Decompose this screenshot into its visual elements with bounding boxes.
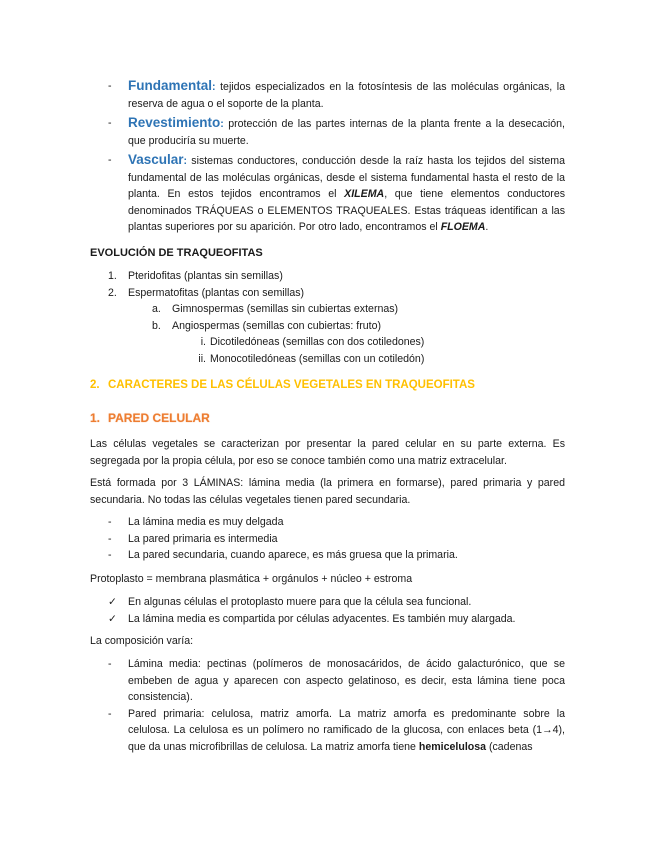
- list-item: [90, 514, 565, 531]
- list-item: [90, 351, 565, 368]
- check-icon: ✓: [108, 612, 117, 625]
- dash-bullet: -: [108, 707, 112, 720]
- subsection-title: PARED CELULAR: [108, 411, 210, 425]
- item-number: 2.: [108, 286, 117, 299]
- layers-list: [90, 514, 565, 564]
- term-vascular: Vascular: [128, 152, 184, 167]
- composition-list: [90, 656, 565, 755]
- item-text: Monocotiledóneas (semillas con un cotiledón): [210, 352, 425, 365]
- list-item: [90, 547, 565, 564]
- item-text: La pared primaria es intermedia: [128, 532, 278, 545]
- item-number: b.: [152, 319, 161, 332]
- subsection-heading: [90, 410, 565, 427]
- term-fundamental: Fundamental: [128, 78, 213, 93]
- term-revestimiento: Revestimiento: [128, 115, 221, 130]
- dash-bullet: -: [108, 117, 112, 129]
- item-text: Espermatofitas (plantas con semillas): [128, 286, 305, 299]
- list-item: [90, 706, 565, 756]
- dash-bullet: -: [108, 80, 112, 92]
- list-item: [90, 301, 565, 318]
- item-text: La pared secundaria, cuando aparece, es más gruesa que la primaria.: [128, 549, 458, 561]
- item-number: i.: [200, 336, 206, 348]
- subsection-number: 1.: [90, 411, 101, 425]
- paragraph: Está formada por 3 LÁMINAS: lámina media (la primera en formarse), pared primaria y pared secundaria. No todas las células vegetales tienen pared secundaria.: [90, 477, 565, 506]
- list-item: [90, 285, 565, 302]
- dash-bullet: -: [108, 549, 112, 561]
- check-icon: ✓: [108, 596, 117, 608]
- list-item: [90, 268, 565, 285]
- evolution-list: [90, 268, 565, 367]
- term-colon: :: [183, 155, 188, 167]
- list-item: [90, 115, 565, 149]
- item-text: Angiospermas (semillas con cubiertas: fruto): [172, 319, 382, 332]
- check-list: [90, 594, 565, 627]
- dash-bullet: -: [108, 516, 112, 528]
- section-title: CARACTERES DE LAS CÉLULAS VEGETALES EN TRAQUEOFITAS: [108, 379, 475, 391]
- item-text: Pteridofitas (plantas sin semillas): [128, 270, 283, 282]
- list-item: [90, 78, 565, 112]
- list-item: [90, 152, 565, 236]
- item-text: La lámina media es muy delgada: [128, 516, 284, 528]
- item-text: Pared primaria: celulosa, matriz amorfa. La matriz amorfa es predominante sobre la celulosa. La celulosa es un polímero no ramificado de la glucosa, con enlaces beta (1→4), que da unas microfibrillas de celulosa. La matriz amorfa tiene: [128, 707, 565, 753]
- item-text: tejidos especializados en la fotosíntesis de las moléculas orgánicas, la reserva de agua o el soporte de la planta.: [128, 81, 565, 110]
- list-item: [90, 611, 565, 628]
- item-text: protección de las partes internas de la planta frente a la desecación, que produciría su muerte.: [128, 118, 565, 147]
- list-item: [90, 594, 565, 611]
- floema-term: FLOEMA: [440, 221, 486, 233]
- paragraph: Las células vegetales se caracterizan por presentar la pared celular en su parte externa. Es segregada por la propia célula, por eso se conoce también como una matriz extracelular.: [90, 438, 565, 467]
- xilema-term: XILEMA: [344, 188, 385, 200]
- item-number: ii.: [198, 352, 206, 365]
- term-colon: :: [220, 118, 224, 130]
- composition-intro: La composición varía:: [90, 635, 194, 647]
- item-text: .: [485, 221, 489, 233]
- section-number: 2.: [90, 379, 100, 391]
- list-item: [90, 656, 565, 706]
- evolution-heading: EVOLUCIÓN DE TRAQUEOFITAS: [90, 247, 263, 259]
- item-number: a.: [152, 303, 161, 315]
- protoplast-line: Protoplasto = membrana plasmática + orgánulos + núcleo + estroma: [90, 573, 413, 585]
- item-text: En algunas células el protoplasto muere para que la célula sea funcional.: [128, 596, 472, 608]
- term-colon: :: [212, 81, 216, 93]
- list-item: [90, 531, 565, 548]
- section-heading: [90, 377, 565, 394]
- item-text: Dicotiledóneas (semillas con dos cotiledones): [210, 336, 425, 348]
- list-item: [90, 318, 565, 335]
- item-number: 1.: [108, 270, 117, 282]
- item-text: (cadenas: [486, 740, 533, 753]
- list-item: [90, 334, 565, 351]
- hemicelulosa-term: hemicelulosa: [418, 740, 487, 753]
- dash-bullet: -: [108, 658, 112, 670]
- item-text: Lámina media: pectinas (polímeros de monosacáridos, de ácido galacturónico, que se embeben de agua y aparecen con aspecto gelatinoso, es decir, esta lámina tiene poca consistencia).: [128, 658, 565, 703]
- item-text: Gimnospermas (semillas sin cubiertas externas): [172, 303, 399, 315]
- dash-bullet: -: [108, 154, 112, 166]
- item-text: , que tiene elementos conductores denominados TRÁQUEAS o ELEMENTOS TRAQUEALES. Estas tráqueas identifican a las plantas superiores por su aparición. Por otro lado, encontramos el: [128, 188, 566, 233]
- item-text: sistemas conductores, conducción desde la raíz hasta los tejidos del sistema fundamental de las moléculas orgánicas, desde el sistema fundamental hasta el resto de la planta. En estos tejidos encontramos el: [128, 155, 565, 200]
- tissue-list: [90, 78, 565, 236]
- item-text: La lámina media es compartida por células adyacentes. Es también muy alargada.: [128, 612, 516, 625]
- dash-bullet: -: [108, 532, 112, 545]
